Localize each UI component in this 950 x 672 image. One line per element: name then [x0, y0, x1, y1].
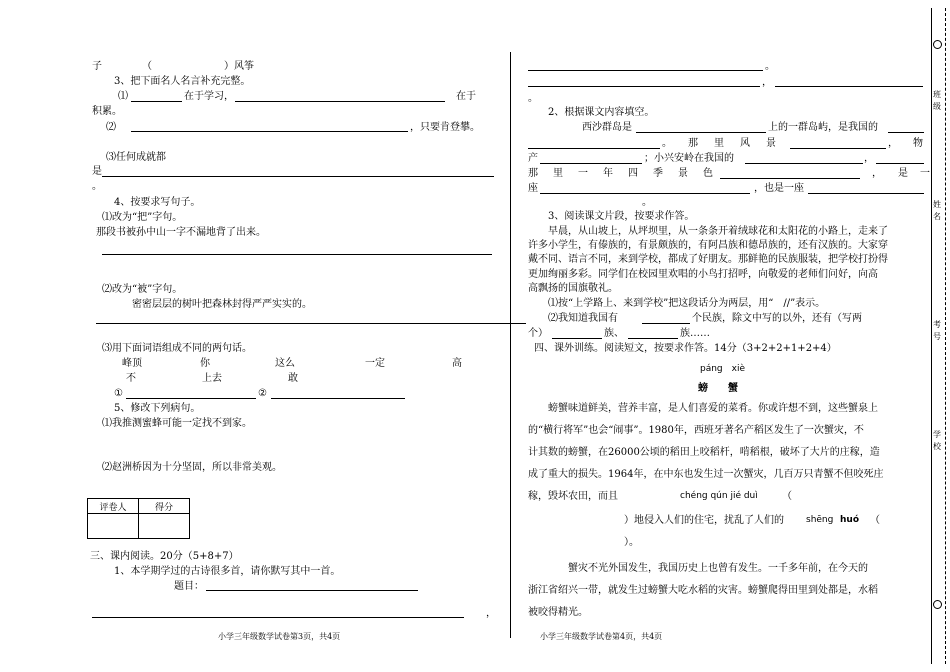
- binder-label: 班: [933, 90, 941, 99]
- text: 在于: [456, 91, 476, 102]
- page-footer: 小学三年级数学试卷第4页，共4页: [540, 632, 663, 641]
- score-header-score: 得分: [139, 499, 190, 514]
- score-cell[interactable]: [139, 514, 190, 539]
- text: ⑴改为“把”字句。: [102, 212, 183, 223]
- word: 这么: [275, 358, 295, 369]
- text: ⑵改为“被”字句。: [102, 284, 183, 295]
- text: ）。: [624, 537, 639, 548]
- page-footer: 小学三年级数学试卷第3页，共4页: [218, 632, 341, 641]
- text: ⑴按“上学路上、来到学校”把这段话分为两层，用“ //”表示。: [548, 298, 826, 309]
- text: 年: [603, 168, 613, 179]
- text: 个）: [528, 328, 548, 339]
- text: ⑶任何成就都: [106, 152, 166, 163]
- question-title: 3、阅读课文片段，按要求作答。: [548, 211, 695, 222]
- text: 季: [653, 168, 663, 179]
- text: ）风筝: [224, 61, 254, 72]
- binder-label: 校: [933, 442, 941, 451]
- answer-blank[interactable]: [131, 131, 408, 132]
- answer-blank[interactable]: [790, 148, 886, 149]
- text: 四: [628, 168, 638, 179]
- text: 。: [642, 197, 652, 208]
- text: 那段书被孙中山一字不漏地背了出来。: [96, 227, 266, 238]
- text: ，也是一座: [754, 183, 804, 194]
- text: ，: [864, 153, 874, 164]
- question-title: 5、修改下列病句。: [114, 403, 201, 414]
- text: 那: [688, 138, 698, 149]
- text: 密密层层的树叶把森林封得严严实实的。: [132, 299, 312, 310]
- text: 座: [528, 183, 538, 194]
- answer-blank[interactable]: [540, 193, 750, 194]
- question-title: 1、本学期学过的古诗很多首，请你默写其中一首。: [114, 566, 341, 577]
- binder-label: 级: [933, 102, 941, 111]
- text: 。: [662, 138, 672, 149]
- text: ⑵: [106, 122, 116, 133]
- text: ⑴我推测蜜蜂可能一定找不到家。: [102, 418, 252, 429]
- text: ，只要肯登攀。: [410, 122, 480, 133]
- text: 是: [898, 168, 908, 179]
- word: 敢: [288, 373, 298, 384]
- article-line: 成了重大的损失。1964年，在中东也发生过一次蟹灾，几百万只青蟹不但咬死庄: [528, 469, 884, 480]
- answer-blank[interactable]: [642, 323, 690, 324]
- word: 峰顶: [122, 358, 142, 369]
- text: 景: [766, 138, 776, 149]
- binder-label: 名: [933, 212, 941, 221]
- answer-blank[interactable]: [636, 132, 766, 133]
- question-title: 3、把下面名人名言补充完整。: [114, 76, 251, 87]
- answer-blank[interactable]: [131, 101, 182, 102]
- text: ⑵赵洲桥因为十分坚固，所以非常美观。: [102, 462, 282, 473]
- answer-blank[interactable]: [271, 398, 405, 399]
- pinyin: chéng qún jié duì: [680, 491, 758, 501]
- text: ②: [258, 388, 267, 399]
- text: 里: [553, 168, 563, 179]
- answer-blank[interactable]: [720, 178, 860, 179]
- answer-line[interactable]: [92, 617, 464, 618]
- binder-label: 号: [933, 332, 941, 341]
- answer-blank[interactable]: [235, 101, 445, 102]
- binder-label: 考: [933, 320, 941, 329]
- word: 上去: [202, 373, 222, 384]
- text: 。: [528, 93, 538, 104]
- text: 风: [740, 138, 750, 149]
- answer-blank[interactable]: [876, 163, 924, 164]
- article-line: 螃蟹味道鲜美，营养丰富，是人们喜爱的菜肴。你或许想不到，这些蟹泉上: [548, 403, 878, 414]
- article-title: 螃 蟹: [698, 383, 738, 394]
- question-title: 4、按要求写句子。: [114, 197, 201, 208]
- binding-hole: [933, 40, 942, 49]
- text: （: [870, 515, 880, 526]
- word: 你: [200, 358, 210, 369]
- word: 高: [452, 358, 462, 369]
- text: 那: [528, 168, 538, 179]
- word: 一定: [365, 358, 385, 369]
- text: 色: [703, 168, 713, 179]
- binding-hole: [933, 600, 942, 609]
- score-header-grader: 评卷人: [88, 499, 139, 514]
- text: 个民族，除文中写的以外，还有（写两: [692, 313, 862, 324]
- answer-line[interactable]: [102, 254, 492, 255]
- article-line: 计其数的螃蟹，在26000公顷的稻田上咬稻杆，啃稻根，破坏了大片的庄稼，造: [528, 447, 880, 458]
- word: 不: [126, 373, 136, 384]
- binder-label: 学: [933, 430, 941, 439]
- article-line: 被咬得精光。: [528, 607, 588, 618]
- answer-blank[interactable]: [206, 590, 418, 591]
- text: 里: [714, 138, 724, 149]
- passage-line: 早晨，从山坡上，从坪坝里，从一条条开着绒球花和太阳花的小路上，走来了: [548, 226, 888, 237]
- text: ，: [888, 138, 898, 149]
- text: ①: [114, 388, 123, 399]
- text: 积累。: [92, 106, 122, 117]
- answer-blank[interactable]: [528, 148, 660, 149]
- text: 族、: [604, 328, 624, 339]
- answer-blank[interactable]: [888, 132, 924, 133]
- answer-line[interactable]: [528, 70, 763, 71]
- section-title: 三、课内阅读。20分（5+8+7）: [90, 551, 239, 562]
- text: 子: [92, 61, 102, 72]
- text: ⑴: [118, 91, 128, 102]
- answer-line[interactable]: [528, 86, 760, 87]
- text: ，: [762, 77, 772, 88]
- text: 物: [913, 138, 923, 149]
- article-line: 蟹灾不光外国发生，我国历史上也曾有发生。一千多年前，在今天的: [568, 563, 868, 574]
- binder-label: 姓: [933, 200, 941, 209]
- passage-line: 戴不同、语言不同，来到学校，都成了好朋友。那鲜艳的民族服装，把学校打扮得: [528, 254, 888, 265]
- answer-line[interactable]: [96, 323, 526, 324]
- article-line: 浙江省绍兴一带，就发生过螃蟹大吃水稻的灾害。螃蟹爬得田里到处都是，水稻: [528, 585, 878, 596]
- text: 一: [578, 168, 588, 179]
- article-line: 的“横行将军”也会“闹事”。1980年，西班牙著名产稻区发生了一次蟹灾，不: [528, 425, 864, 436]
- score-table: [87, 498, 190, 539]
- answer-blank[interactable]: [628, 338, 678, 339]
- passage-line: 更加绚丽多彩。同学们在校园里欢唱的小鸟打招呼，向敬爱的老师们问好，向高: [528, 269, 878, 280]
- answer-blank[interactable]: [745, 163, 863, 164]
- text: ⑶用下面词语组成不同的两句话。: [102, 343, 252, 354]
- text: 产: [528, 153, 538, 164]
- answer-blank[interactable]: [126, 398, 256, 399]
- text: 在于学习，: [184, 91, 234, 102]
- cut-line: [945, 8, 946, 664]
- passage-line: 高飘扬的国旗敬礼。: [528, 283, 618, 294]
- text: 上的一群岛屿，是我国的: [768, 122, 878, 133]
- article-line: ）地侵入人们的住宅，扰乱了人们的: [624, 515, 784, 526]
- text: 一: [920, 168, 930, 179]
- text: 西沙群岛是: [582, 122, 632, 133]
- text: 题目：: [174, 581, 204, 592]
- answer-blank[interactable]: [552, 338, 602, 339]
- passage-line: 许多小学生，有傣族的，有景颇族的，有阿昌族和德昂族的，还有汉族的。大家穿: [528, 240, 888, 251]
- page-divider: [510, 52, 511, 638]
- text: 景: [678, 168, 688, 179]
- score-cell[interactable]: [88, 514, 139, 539]
- text: ，: [872, 168, 882, 179]
- pinyin: huó: [840, 515, 859, 525]
- answer-blank[interactable]: [102, 176, 494, 177]
- text: ；小兴安岭在我国的: [644, 153, 734, 164]
- text: ，: [486, 608, 496, 619]
- answer-blank[interactable]: [540, 163, 642, 164]
- answer-line[interactable]: [775, 86, 923, 87]
- text: 。: [765, 61, 775, 72]
- text: ⑵我知道我国有: [548, 313, 618, 324]
- pinyin: shēng: [806, 515, 834, 525]
- text: 是: [92, 166, 102, 177]
- text: （: [142, 61, 152, 72]
- answer-blank[interactable]: [808, 193, 924, 194]
- text: 族……: [680, 328, 710, 339]
- pinyin: páng xiè: [700, 364, 746, 374]
- text: （: [782, 491, 792, 502]
- text: 。: [92, 181, 102, 192]
- article-line: 稼，毁坏农田，而且: [528, 491, 618, 502]
- question-title: 2、根据课文内容填空。: [548, 107, 655, 118]
- section-title: 四、课外训练。阅读短文，按要求作答。14分（3+2+2+1+2+4）: [534, 343, 837, 354]
